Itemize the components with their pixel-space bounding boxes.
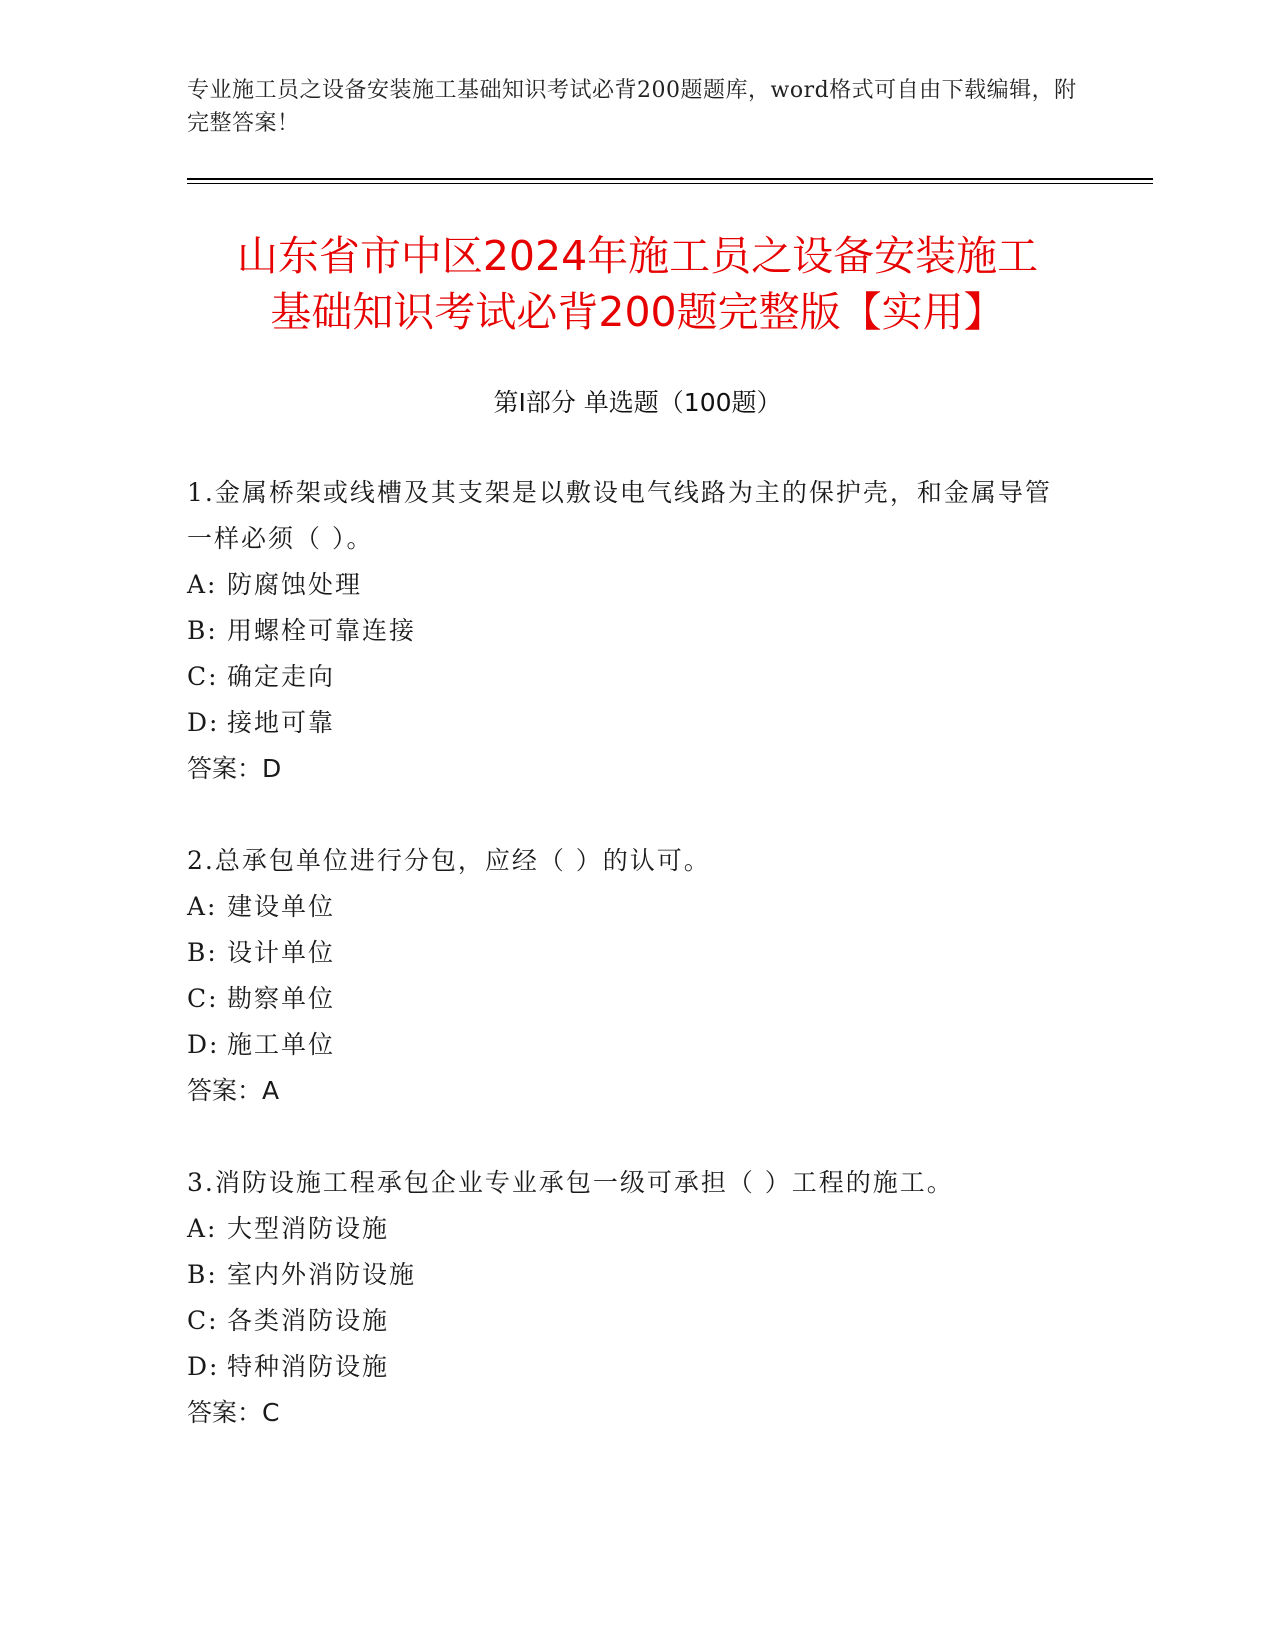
option-c xyxy=(187,1298,1067,1344)
option-letter: B: xyxy=(187,1260,218,1289)
question-text: 2.总承包单位进行分包，应经（ ）的认可。 xyxy=(187,846,711,875)
option-text: 接地可靠 xyxy=(227,708,336,737)
answer: 答案：A xyxy=(187,1076,280,1105)
option-text: 施工单位 xyxy=(227,1030,336,1059)
header-note: 专业施工员之设备安装施工基础知识考试必背200题题库，word格式可自由下载编辑，附完整答案！ xyxy=(187,78,1077,136)
option-text: 确定走向 xyxy=(227,662,336,691)
header-divider-thin xyxy=(187,183,1153,184)
option-letter: D: xyxy=(187,708,220,737)
option-text: 勘察单位 xyxy=(227,984,336,1013)
option-d xyxy=(187,1344,1067,1390)
option-b xyxy=(187,930,1067,976)
option-letter: A: xyxy=(187,570,218,599)
option-a xyxy=(187,1206,1067,1252)
option-b xyxy=(187,1252,1067,1298)
document-title-line-1: 山东省市中区2024年施工员之设备安装施工 xyxy=(236,232,1039,280)
question-text: 3.消防设施工程承包企业专业承包一级可承担（ ）工程的施工。 xyxy=(187,1168,954,1197)
header-divider-thick xyxy=(187,178,1153,180)
question-list xyxy=(187,470,1067,1482)
option-text: 大型消防设施 xyxy=(227,1214,390,1243)
option-a xyxy=(187,884,1067,930)
document-title-line-2: 基础知识考试必背200题完整版【实用】 xyxy=(270,288,1005,336)
option-c xyxy=(187,654,1067,700)
option-c xyxy=(187,976,1067,1022)
question-3 xyxy=(187,1160,1067,1436)
option-d xyxy=(187,1022,1067,1068)
option-letter: C: xyxy=(187,662,219,691)
option-text: 防腐蚀处理 xyxy=(227,570,363,599)
option-letter: C: xyxy=(187,1306,219,1335)
option-text: 各类消防设施 xyxy=(227,1306,390,1335)
question-1 xyxy=(187,470,1067,792)
option-text: 设计单位 xyxy=(227,938,336,967)
option-text: 用螺栓可靠连接 xyxy=(227,616,417,645)
option-letter: A: xyxy=(187,892,218,921)
option-text: 建设单位 xyxy=(227,892,336,921)
section-title: 第I部分 单选题（100题） xyxy=(493,388,782,417)
option-letter: B: xyxy=(187,616,218,645)
option-d xyxy=(187,700,1067,746)
option-letter: D: xyxy=(187,1030,220,1059)
option-letter: D: xyxy=(187,1352,220,1381)
question-text: 1.金属桥架或线槽及其支架是以敷设电气线路为主的保护壳，和金属导管一样必须（ ）。 xyxy=(187,478,1052,553)
option-b xyxy=(187,608,1067,654)
document-title xyxy=(170,228,1105,340)
option-letter: A: xyxy=(187,1214,218,1243)
option-text: 室内外消防设施 xyxy=(227,1260,417,1289)
answer: 答案：D xyxy=(187,754,282,783)
question-2 xyxy=(187,838,1067,1114)
option-letter: C: xyxy=(187,984,219,1013)
option-a xyxy=(187,562,1067,608)
option-text: 特种消防设施 xyxy=(227,1352,390,1381)
answer: 答案：C xyxy=(187,1398,280,1427)
option-letter: B: xyxy=(187,938,218,967)
